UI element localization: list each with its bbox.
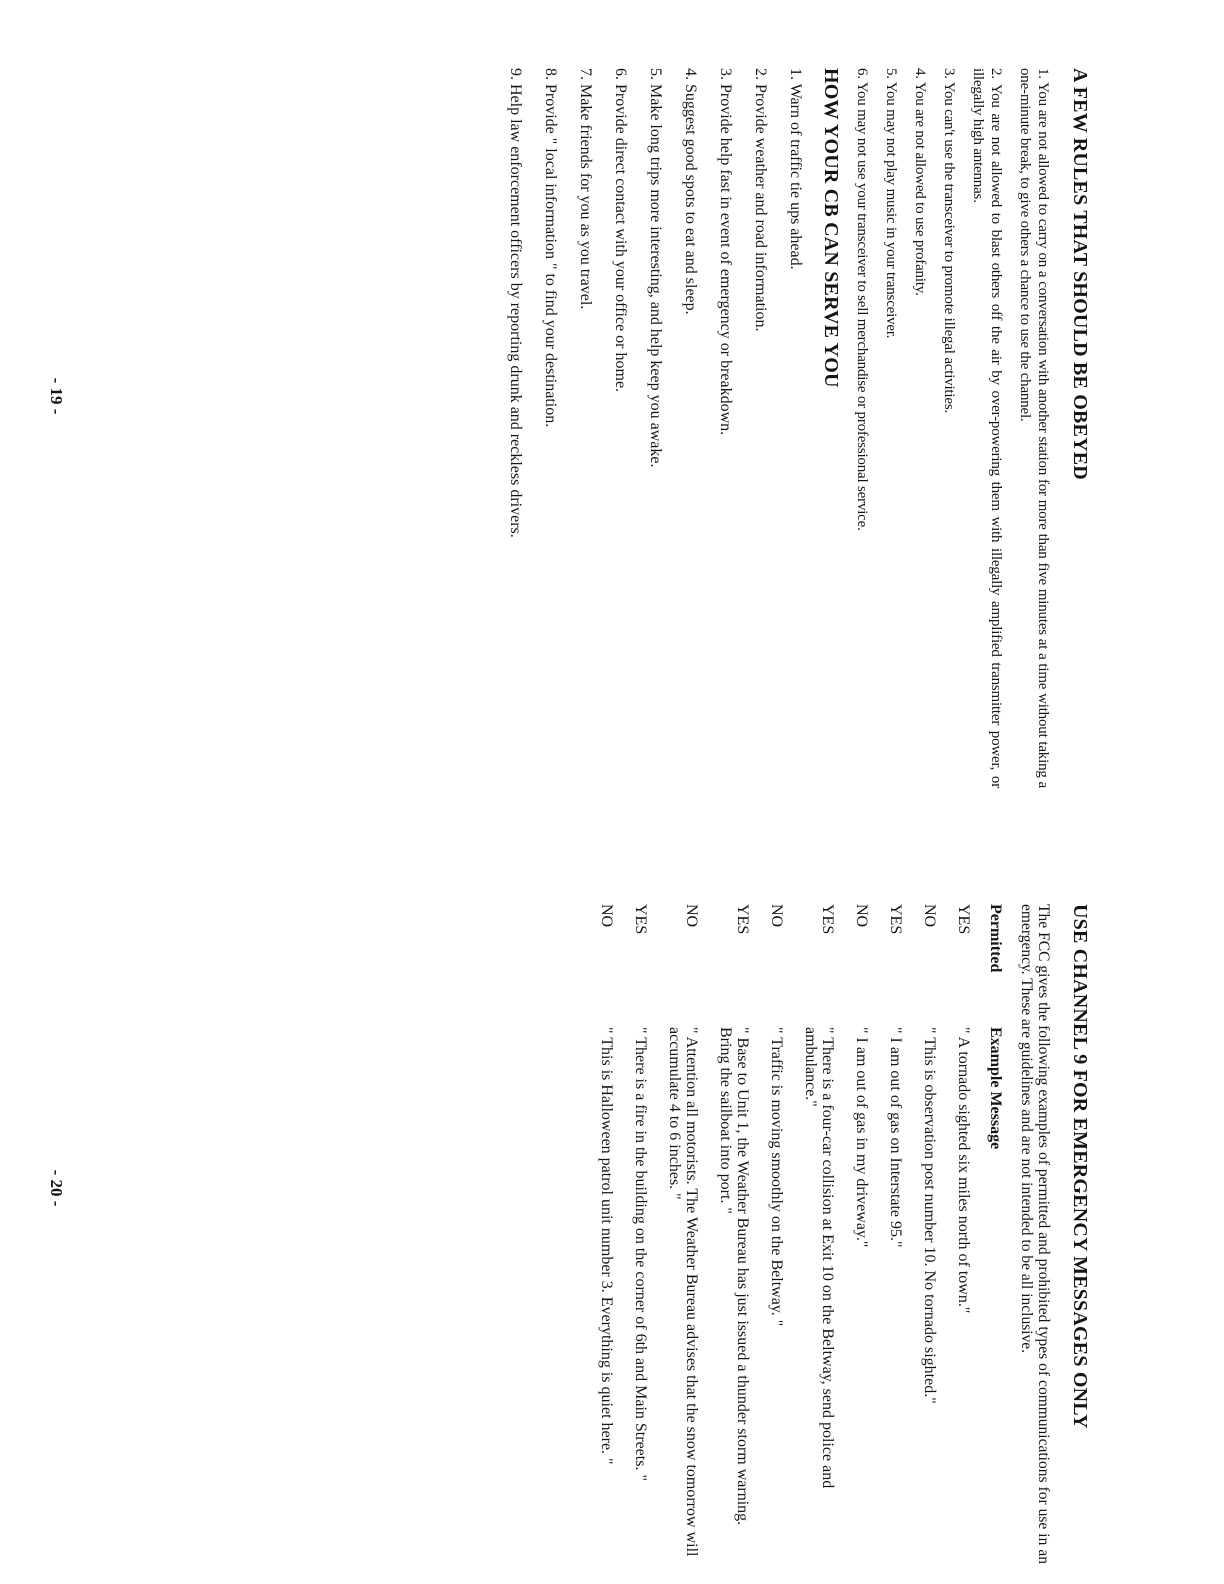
rule-item: 1. You are not allowed to carry on a conversation with another station for more than five minutes at a time without taking a one-minute break, to give others a chance to use the channel.	[1017, 68, 1051, 788]
serve-item: 5. Make long trips more interesting, and help keep you awake.	[647, 68, 664, 468]
rule-item: 6. You may not use your transceiver to sell merchandise or professional service.	[854, 68, 870, 531]
column-header-example-message: Example Message	[987, 1027, 1004, 1150]
message-cell: " A tornado sighted six miles north of town."	[955, 1027, 972, 1314]
message-cell: " Attention all motorists. The Weather Bureau advises that the snow tomorrow will accumulate 4 to 6 inches. "	[666, 1027, 700, 1557]
table-header-row	[972, 904, 1004, 1564]
page-20	[0, 792, 1224, 1584]
serve-item: 7. Make friends for you as you travel.	[577, 68, 594, 310]
message-cell: " This is observation post number 10. No tornado sighted."	[921, 1027, 938, 1404]
permitted-cell: YES	[632, 904, 649, 935]
permitted-cell: YES	[955, 904, 972, 935]
table-row	[581, 904, 615, 1564]
serve-item: 4. Suggest good spots to eat and sleep.	[682, 68, 699, 315]
rules-heading: A FEW RULES THAT SHOULD BE OBEYED	[1069, 68, 1091, 480]
serve-item: 6. Provide direct contact with your office or home.	[612, 68, 629, 393]
permitted-cell: NO	[768, 904, 785, 928]
column-header-permitted: Permitted	[987, 904, 1004, 973]
intro-paragraph: The FCC gives the following examples of permitted and prohibited types of communications for use in an emergency. These are guidelines and are not intended to be all inclusive.	[1018, 904, 1052, 1564]
page-number: - 20 -	[47, 1169, 66, 1207]
rule-item: 5. You may not play music in your transceiver.	[883, 68, 899, 339]
message-cell: " I am out of gas on Interstate 95."	[887, 1027, 904, 1248]
serve-item: 3. Provide help fast in event of emergency or breakdown.	[717, 68, 734, 436]
message-cell: " I am out of gas in my driveway."	[853, 1027, 870, 1248]
message-cell: " There is a four-car collision at Exit 10 on the Beltway, send police and ambulance."	[802, 1027, 836, 1489]
rules-section	[853, 68, 1091, 788]
permitted-cell: NO	[598, 904, 615, 928]
message-cell: " Traffic is moving smoothly on the Beltway. "	[768, 1027, 785, 1327]
table-row	[870, 904, 904, 1564]
channel-9-heading: USE CHANNEL 9 FOR EMERGENCY MESSAGES ONLY	[1069, 904, 1091, 1429]
serve-item: 8. Provide " local information " to find your destination.	[542, 68, 559, 428]
message-cell: " Base to Unit 1, the Weather Bureau has just issued a thunder storm warning. Bring the sailboat into port. "	[717, 1027, 751, 1526]
table-row	[615, 904, 649, 1564]
permitted-cell: YES	[734, 904, 751, 935]
table-row	[938, 904, 972, 1564]
message-cell: " There is a fire in the building on the corner of 6th and Main Streets. "	[632, 1027, 649, 1481]
permitted-cell: NO	[921, 904, 938, 928]
table-row	[904, 904, 938, 1564]
table-row	[649, 904, 700, 1564]
page-19-content	[490, 68, 1091, 788]
serve-section	[506, 68, 842, 788]
message-cell: " This is Halloween patrol unit number 3. Everything is quiet here. "	[598, 1027, 615, 1465]
rule-item: 3. You can't use the transceiver to promote illegal activities.	[941, 68, 957, 414]
page-number: - 19 -	[47, 377, 66, 415]
permitted-cell: NO	[683, 904, 700, 928]
permitted-cell: YES	[819, 904, 836, 935]
rule-item: 4. You are not allowed to use profanity.	[912, 68, 928, 296]
table-row	[836, 904, 870, 1564]
serve-heading: HOW YOUR CB CAN SERVE YOU	[820, 68, 842, 388]
serve-item: 2. Provide weather and road information.	[752, 68, 769, 332]
serve-item: 9. Help law enforcement officers by reporting drunk and reckless drivers.	[507, 68, 524, 538]
page-20-content	[581, 904, 1091, 1564]
table-row	[700, 904, 751, 1564]
example-messages-table	[581, 904, 1004, 1564]
serve-item: 1. Warn of traffic tie ups ahead.	[787, 68, 804, 270]
permitted-cell: YES	[887, 904, 904, 935]
permitted-cell: NO	[853, 904, 870, 928]
table-row	[751, 904, 785, 1564]
rule-item: 2. You are not allowed to blast others off the air by over-powering them with illegally amplified transmitter power, or illegally high antennas.	[970, 68, 1004, 788]
table-row	[785, 904, 836, 1564]
